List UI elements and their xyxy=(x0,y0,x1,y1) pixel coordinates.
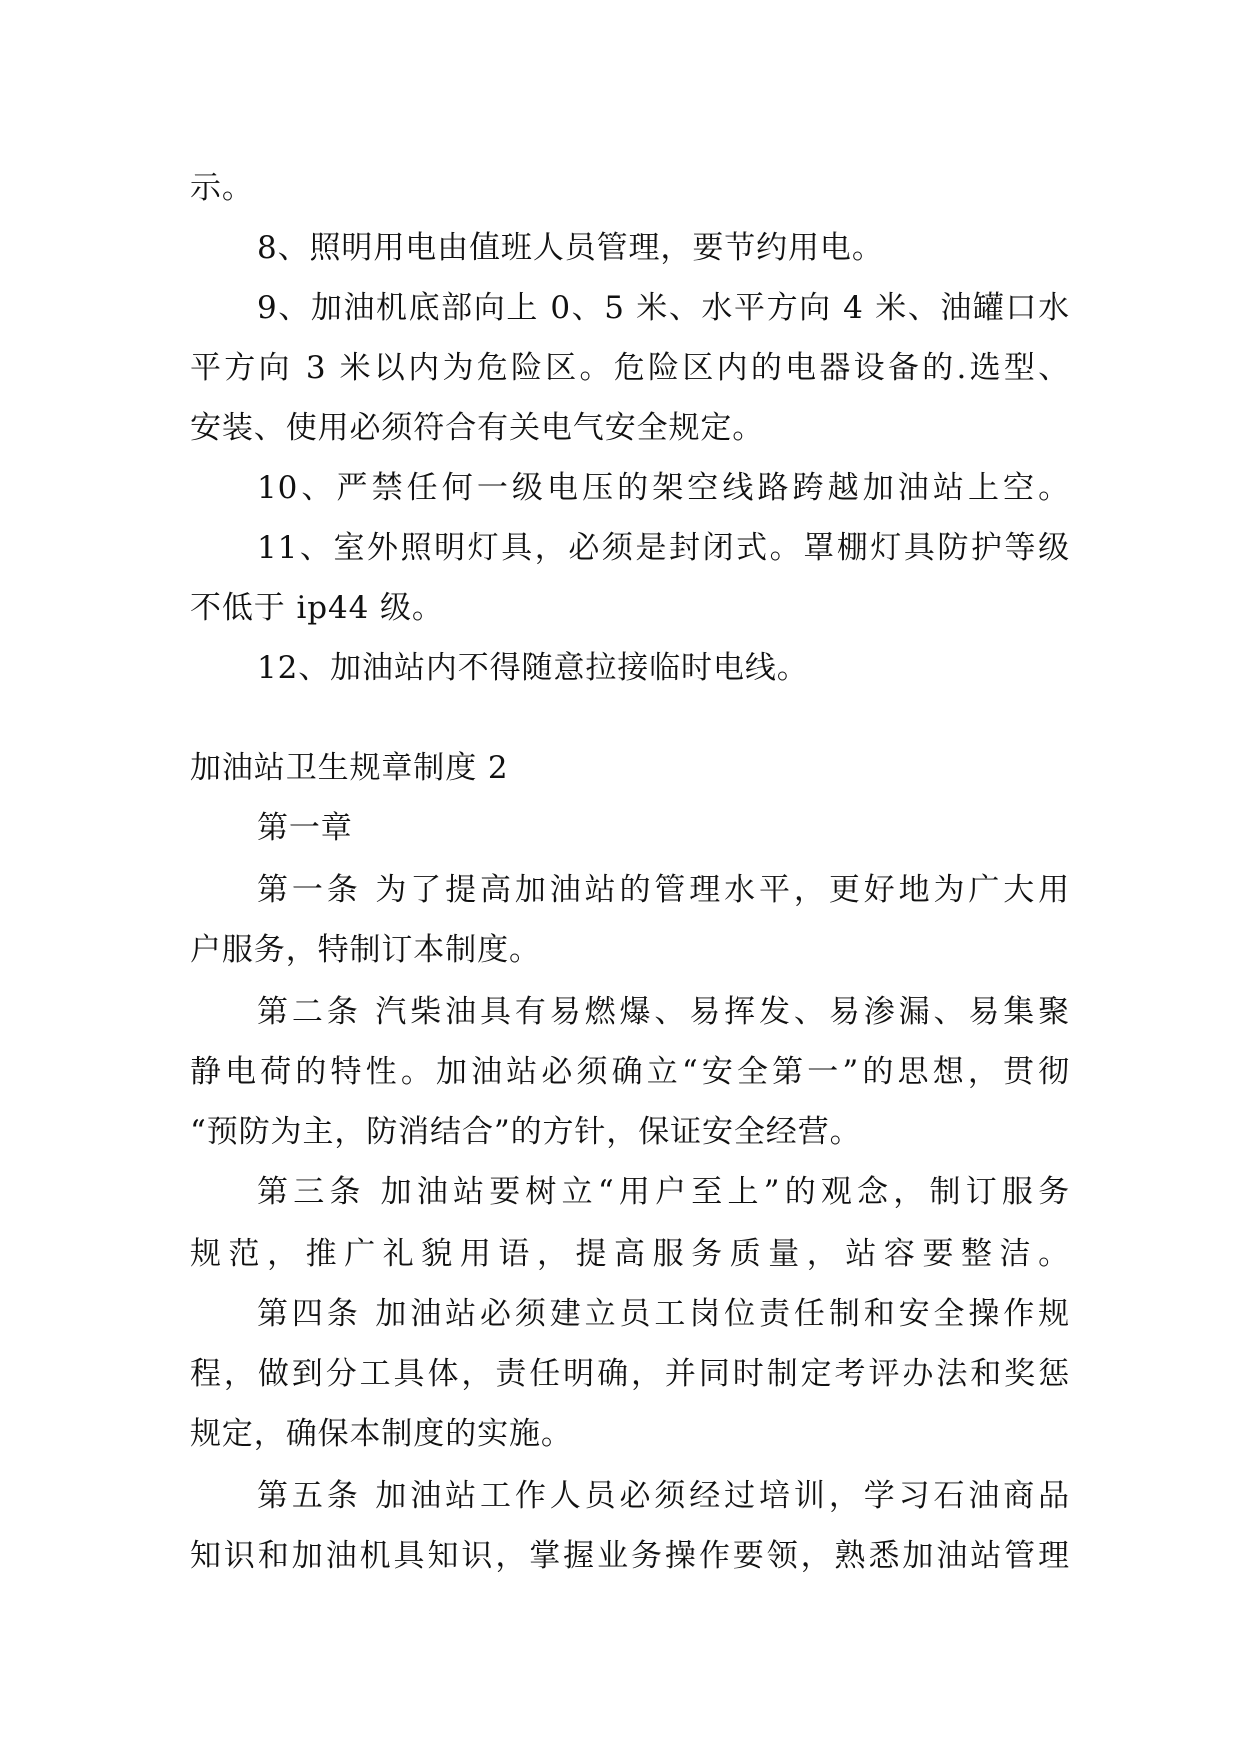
chapter-heading: 第一章 xyxy=(257,810,353,846)
text-line: 程，做到分工具体，责任明确，并同时制定考评办法和奖惩 xyxy=(190,1356,1070,1392)
section-title: 加油站卫生规章制度 2 xyxy=(190,750,509,786)
text-line: 安装、使用必须符合有关电气安全规定。 xyxy=(190,410,765,446)
text-line: 10、严禁任何一级电压的架空线路跨越加油站上空。 xyxy=(257,470,1070,506)
text-line: 平方向 3 米以内为危险区。危险区内的电器设备的.选型、 xyxy=(190,350,1070,386)
text-line: 第二条 汽柴油具有易燃爆、易挥发、易渗漏、易集聚 xyxy=(257,994,1070,1030)
text-line: 11、室外照明灯具，必须是封闭式。罩棚灯具防护等级 xyxy=(257,530,1070,566)
text-line: 8、照明用电由值班人员管理，要节约用电。 xyxy=(257,230,884,266)
text-line: 示。 xyxy=(190,170,254,206)
text-line: 静电荷的特性。加油站必须确立“安全第一”的思想，贯彻 xyxy=(190,1054,1070,1090)
text-line: 9、加油机底部向上 0、5 米、水平方向 4 米、油罐口水 xyxy=(257,290,1070,326)
text-line: 第三条 加油站要树立“用户至上”的观念，制订服务 xyxy=(257,1174,1070,1210)
text-line: 知识和加油机具知识，掌握业务操作要领，熟悉加油站管理 xyxy=(190,1538,1070,1574)
text-line: “预防为主，防消结合”的方针，保证安全经营。 xyxy=(190,1114,862,1150)
text-line: 不低于 ip44 级。 xyxy=(190,590,444,626)
text-line: 第四条 加油站必须建立员工岗位责任制和安全操作规 xyxy=(257,1296,1070,1332)
text-line: 第五条 加油站工作人员必须经过培训，学习石油商品 xyxy=(257,1478,1070,1514)
text-line: 规范，推广礼貌用语，提高服务质量，站容要整洁。 xyxy=(190,1236,1070,1272)
text-line: 12、加油站内不得随意拉接临时电线。 xyxy=(257,650,809,686)
text-line: 第一条 为了提高加油站的管理水平，更好地为广大用 xyxy=(257,872,1070,908)
text-line: 规定，确保本制度的实施。 xyxy=(190,1416,573,1452)
text-line: 户服务，特制订本制度。 xyxy=(190,932,541,968)
